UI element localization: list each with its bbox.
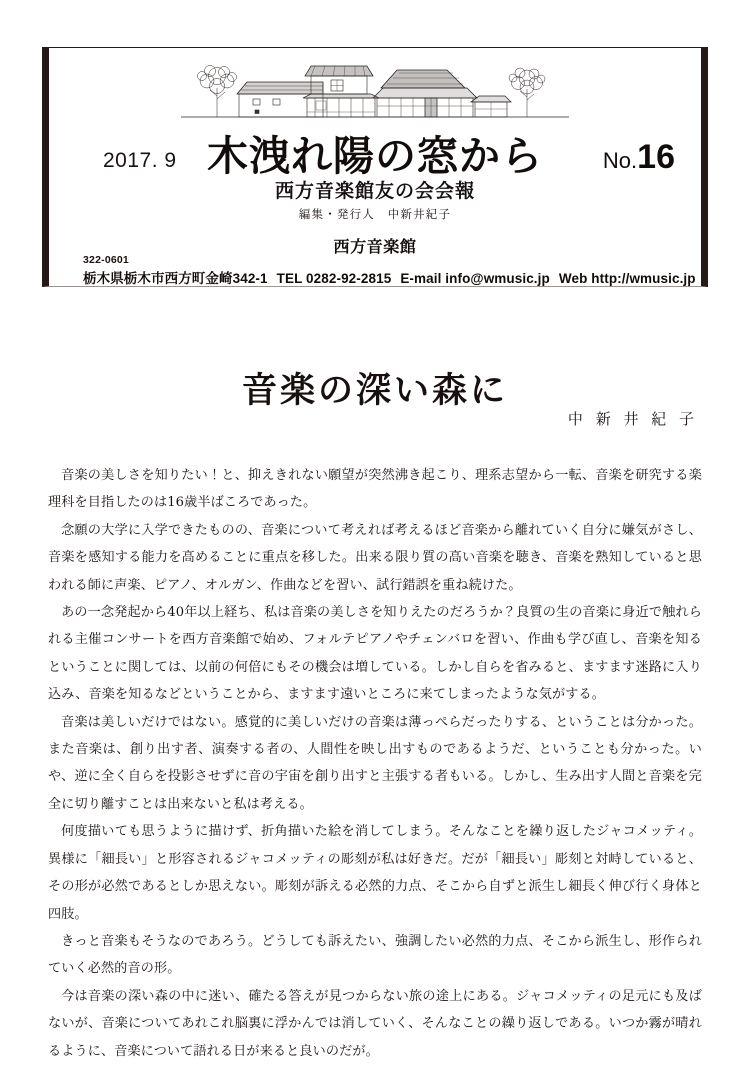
- paragraph: 念願の大学に入学できたものの、音楽について考えれば考えるほど音楽から離れていく自分に嫌気がさし、音楽を感知する能力を高めることに重点を移した。出来る限り質の高い音楽を聴き、音楽を熟知していると思われる師に声楽、ピアノ、オルガン、作曲などを習い、試行錯誤を重ね続けた。: [48, 522, 702, 593]
- postal-code: 322-0601: [83, 254, 129, 266]
- newsletter-title: 木洩れ陽の窓から: [207, 132, 543, 180]
- issue-number-value: 16: [637, 138, 675, 176]
- article-author: 中 新 井 紀 子: [567, 410, 698, 428]
- telephone: TEL 0282-92-2815: [276, 271, 392, 286]
- paragraph: あの一念発起から40年以上経ち、私は音楽の美しさを知りえたのだろうか？良質の生の音楽に身近で触れられる主催コンサートを西方音楽館で始め、フォルテピアノやチェンバロを習い、作曲も学び直し、音楽を知るということに関しては、以前の何倍にもその機会は増している。しかし自らを省みると、ますます迷路に入り込み、音楽を知るなどということから、ますます遠いところに来てしまったような気がする。: [48, 605, 702, 703]
- paragraph: 音楽の美しさを知りたい！と、抑えきれない願望が突然沸き起こり、理系志望から一転、音楽を研究する楽理科を目指したのは16歳半ばころであった。: [48, 468, 702, 511]
- building-illustration: [175, 54, 575, 126]
- website-url: Web http://wmusic.jp: [558, 271, 696, 286]
- email-address: E-mail info@wmusic.jp: [400, 271, 550, 286]
- masthead: [42, 47, 708, 287]
- issue-number-label: No.: [602, 148, 638, 173]
- paragraph: きっと音楽もそうなのであろう。どうしても訴えたい、強調したい必然的力点、そこから派生し、形作られていく必然的音の形。: [48, 933, 702, 977]
- newsletter-subtitle: 西方音楽館友の会会報: [274, 180, 475, 202]
- article-title: 音楽の深い森に: [241, 370, 508, 412]
- organization-name: 西方音楽館: [333, 239, 417, 256]
- paragraph: 音楽は美しいだけではない。感覚的に美しいだけの音楽は薄っぺらだったりする、ということは分かった。また音楽は、創り出す者、演奏する者の、人間性を映し出すものであるようだ、ということも分かった。いや、逆に全く自らを投影させずに音の宇宙を創り出すと主張する者もいる。しかし、生み出す人間と音楽を完全に切り離すことは出来ないと私は考える。: [48, 714, 702, 812]
- masthead-title-row: [49, 127, 701, 180]
- paragraph: 何度描いても思うように描けず、折角描いた絵を消してしまう。そんなことを繰り返したジャコメッティ。異様に「細長い」と形容されるジャコメッティの彫刻が私は好きだ。だが「細長い」彫刻と対峙していると、その形が必然であるとしか思えない。彫刻が訴える必然的力点、そこから自ずと派生し細長く伸び行く身体と四肢。: [48, 824, 702, 922]
- issue-date: 2017. 9: [103, 149, 177, 172]
- contact-line: [83, 267, 696, 287]
- editor-publisher-line: 編集・発行人 中新井紀子: [298, 207, 452, 221]
- paragraph: 今は音楽の深い森の中に迷い、確たる答えが見つからない旅の途上にある。ジャコメッティの足元にも及ばないが、音楽についてあれこれ脳裏に浮かんでは消していく、そんなことの繰り返しである。いつか霧が晴れるように、音楽について語れる日が来ると良いのだが。: [48, 988, 702, 1059]
- issue-number: [603, 138, 675, 177]
- article-body: [48, 462, 702, 1065]
- street-address: 栃木県栃木市西方町金崎342-1: [83, 271, 268, 286]
